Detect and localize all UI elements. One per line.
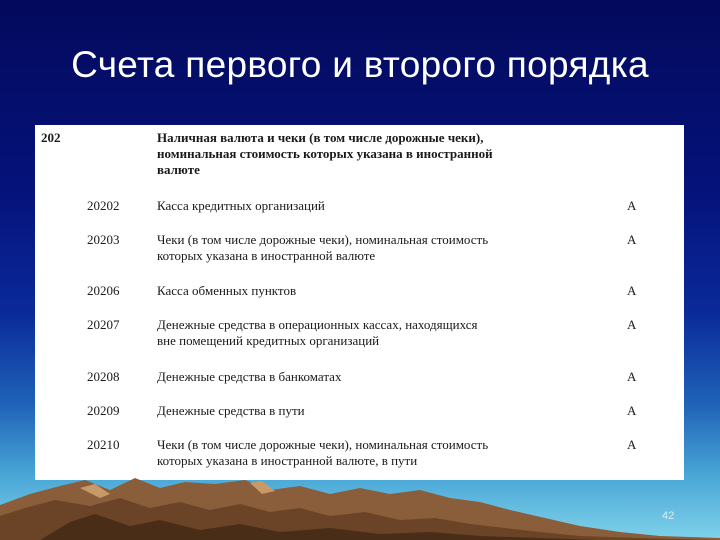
page-number: 42: [662, 510, 675, 522]
account-description: [157, 369, 597, 385]
account-code: 20202: [87, 198, 120, 213]
account-description-line: Денежные средства в банкоматах: [157, 369, 342, 384]
account-description-line: Касса кредитных организаций: [157, 198, 325, 213]
account-description: [157, 198, 597, 214]
account-description-line: Чеки (в том числе дорожные чеки), номинальная стоимость: [157, 437, 489, 452]
account-code: 20210: [87, 437, 120, 452]
account-description-line: которых указана в иностранной валюте: [157, 248, 376, 263]
mountain-range-decoration: [0, 450, 720, 540]
account-type: А: [627, 232, 637, 247]
account-description: [157, 283, 597, 299]
account-code: 20207: [87, 317, 120, 332]
slide-title: Счета первого и второго порядка: [71, 44, 649, 85]
account-type: А: [627, 437, 637, 452]
account-description-line: Касса обменных пунктов: [157, 283, 297, 298]
group-description: [157, 130, 597, 178]
account-type: А: [627, 198, 637, 213]
account-description-line: Денежные средства в операционных кассах, находящихся: [157, 317, 478, 332]
accounts-table: [35, 125, 684, 480]
account-description: [157, 403, 597, 419]
group-code: 202: [41, 130, 61, 145]
account-description-line: которых указана в иностранной валюте, в пути: [157, 453, 418, 468]
group-description-line: номинальная стоимость которых указана в иностранной: [157, 146, 493, 161]
group-description-line: Наличная валюта и чеки (в том числе дорожные чеки),: [157, 130, 484, 145]
account-description: [157, 317, 597, 349]
account-type: А: [627, 369, 637, 384]
account-code: 20203: [87, 232, 120, 247]
account-code: 20209: [87, 403, 120, 418]
account-code: 20208: [87, 369, 120, 384]
account-description: [157, 232, 597, 264]
account-description-line: Денежные средства в пути: [157, 403, 305, 418]
account-code: 20206: [87, 283, 120, 298]
account-type: А: [627, 317, 637, 332]
account-type: А: [627, 283, 637, 298]
account-description-line: Чеки (в том числе дорожные чеки), номинальная стоимость: [157, 232, 489, 247]
account-description-line: вне помещений кредитных организаций: [157, 333, 380, 348]
account-type: А: [627, 403, 637, 418]
group-description-line: валюте: [157, 162, 200, 177]
